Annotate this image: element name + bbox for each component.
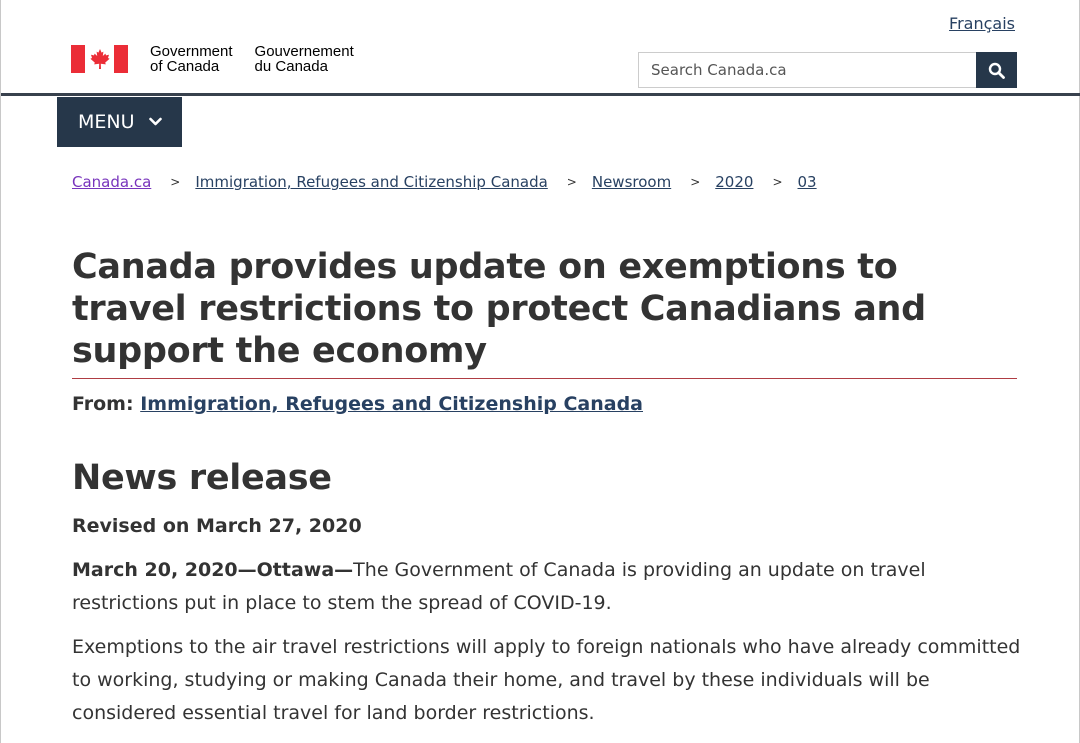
paragraph-1	[72, 554, 1022, 620]
breadcrumb-canada[interactable]: Canada.ca	[72, 173, 152, 191]
paragraph-1-body: The Government of Canada is providing an update on travel restrictions put in place to stem the spread of COVID-19.	[72, 559, 926, 614]
signature-english: Government of Canada	[150, 43, 233, 75]
from-label: From:	[72, 393, 134, 415]
signature-french: Gouvernement du Canada	[254, 43, 354, 75]
breadcrumb-separator: >	[566, 175, 577, 189]
breadcrumb-separator: >	[170, 175, 181, 189]
breadcrumb-ircc[interactable]: Immigration, Refugees and Citizenship Canada	[195, 173, 548, 191]
section-heading: News release	[72, 458, 332, 498]
magnifier-icon	[988, 62, 1005, 79]
dateline: March 20, 2020—Ottawa—	[72, 559, 354, 581]
breadcrumb-month[interactable]: 03	[797, 173, 817, 191]
from-line	[72, 393, 643, 415]
chevron-down-icon	[149, 117, 162, 127]
title-underline	[72, 378, 1017, 379]
menu-label: MENU	[78, 111, 135, 133]
search-input[interactable]	[638, 52, 976, 88]
search-form	[638, 52, 1017, 88]
government-brand[interactable]	[71, 44, 354, 74]
breadcrumb-newsroom[interactable]: Newsroom	[591, 173, 672, 191]
header-divider	[1, 93, 1080, 96]
breadcrumb-year[interactable]: 2020	[715, 173, 754, 191]
from-department-link[interactable]: Immigration, Refugees and Citizenship Canada	[140, 393, 643, 415]
menu-button[interactable]	[57, 97, 182, 147]
breadcrumb	[72, 173, 817, 191]
canada-flag-icon	[71, 45, 128, 73]
paragraph-2: Exemptions to the air travel restrictions will apply to foreign nationals who have already committed to working, studying or making Canada their home, and travel by these individuals will be considered essential travel for land border restrictions.	[72, 636, 1021, 724]
page-title: Canada provides update on exemptions to travel restrictions to protect Canadians and support the economy	[72, 247, 926, 371]
revised-date: Revised on March 27, 2020	[72, 515, 362, 537]
breadcrumb-separator: >	[772, 175, 783, 189]
search-button[interactable]	[976, 52, 1017, 88]
language-toggle-link[interactable]: Français	[949, 14, 1015, 33]
breadcrumb-separator: >	[690, 175, 701, 189]
